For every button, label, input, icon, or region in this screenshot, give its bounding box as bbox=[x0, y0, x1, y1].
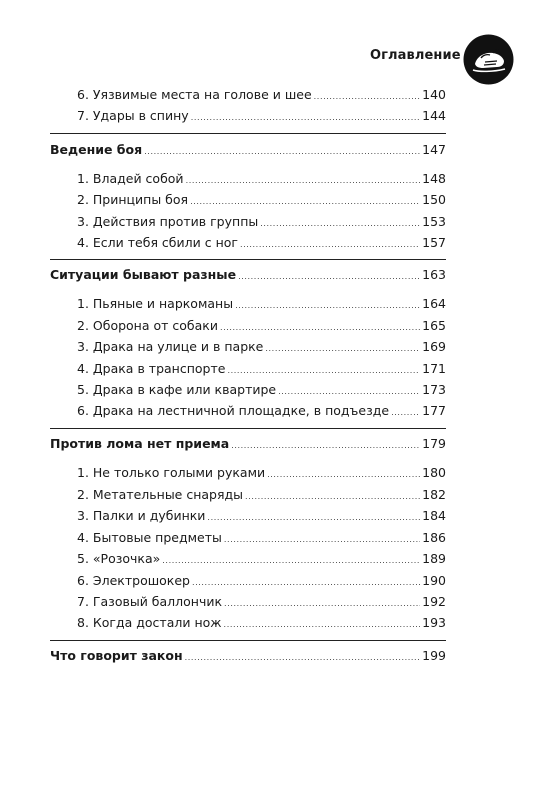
dot-leader bbox=[162, 551, 420, 571]
toc-entry[interactable]: 2. Принципы боя ..... 150 bbox=[50, 190, 446, 210]
toc-entry[interactable]: 2. Оборона от собаки ..... 165 bbox=[50, 316, 446, 336]
toc-entry[interactable]: 3. Палки и дубинки ..... 184 bbox=[50, 506, 446, 526]
section-divider bbox=[50, 428, 446, 429]
dot-leader bbox=[235, 296, 420, 316]
toc-entry[interactable]: 5. «Розочка» ..... 189 bbox=[50, 549, 446, 569]
dot-leader bbox=[224, 530, 420, 550]
dot-leader bbox=[144, 142, 420, 162]
toc-entry[interactable]: 4. Если тебя сбили с ног ..... 157 bbox=[50, 233, 446, 253]
toc-section[interactable]: Ситуации бывают разные ..... 163 bbox=[50, 265, 446, 285]
dot-leader bbox=[207, 508, 420, 528]
dot-leader bbox=[185, 648, 421, 668]
dot-leader bbox=[231, 436, 420, 456]
toc-entry[interactable]: 4. Бытовые предметы ..... 186 bbox=[50, 528, 446, 548]
dot-leader bbox=[227, 361, 420, 381]
dot-leader bbox=[265, 339, 420, 359]
fist-logo-icon bbox=[463, 34, 514, 85]
dot-leader bbox=[224, 615, 421, 635]
toc-entry[interactable]: 8. Когда достали нож ..... 193 bbox=[50, 613, 446, 633]
toc-entry[interactable]: 5. Драка в кафе или квартире ..... 173 bbox=[50, 380, 446, 400]
dot-leader bbox=[278, 382, 420, 402]
dot-leader bbox=[260, 214, 420, 234]
section-divider bbox=[50, 640, 446, 641]
dot-leader bbox=[391, 403, 420, 423]
section-divider bbox=[50, 133, 446, 134]
toc-entry[interactable]: 2. Метательные снаряды ..... 182 bbox=[50, 485, 446, 505]
toc-section[interactable]: Ведение боя ..... 147 bbox=[50, 140, 446, 160]
toc-entry[interactable]: 4. Драка в транспорте ..... 171 bbox=[50, 359, 446, 379]
toc-entry[interactable]: 3. Действия против группы ..... 153 bbox=[50, 212, 446, 232]
dot-leader bbox=[245, 487, 420, 507]
dot-leader bbox=[190, 192, 420, 212]
section-divider bbox=[50, 259, 446, 260]
toc-entry[interactable]: 7. Удары в спину ..... 144 bbox=[50, 106, 446, 126]
toc-entry[interactable]: 6. Электрошокер ..... 190 bbox=[50, 571, 446, 591]
dot-leader bbox=[192, 573, 420, 593]
dot-leader bbox=[191, 108, 420, 128]
toc-section[interactable]: Что говорит закон ..... 199 bbox=[50, 646, 446, 666]
toc-entry[interactable]: 7. Газовый баллончик ..... 192 bbox=[50, 592, 446, 612]
toc-section[interactable]: Против лома нет приема ..... 179 bbox=[50, 434, 446, 454]
dot-leader bbox=[238, 267, 420, 287]
toc-entry[interactable]: 3. Драка на улице и в парке ..... 169 bbox=[50, 337, 446, 357]
dot-leader bbox=[220, 318, 420, 338]
toc-entry[interactable]: 6. Драка на лестничной площадке, в подъезде ..... 177 bbox=[50, 401, 446, 421]
dot-leader bbox=[186, 171, 421, 191]
toc-entry[interactable]: 6. Уязвимые места на голове и шее ..... 140 bbox=[50, 85, 446, 105]
toc-entry[interactable]: 1. Владей собой ..... 148 bbox=[50, 169, 446, 189]
dot-leader bbox=[224, 594, 420, 614]
dot-leader bbox=[314, 87, 420, 107]
page-title: Оглавление bbox=[370, 48, 461, 63]
toc-entry[interactable]: 1. Не только голыми руками ..... 180 bbox=[50, 463, 446, 483]
dot-leader bbox=[267, 465, 420, 485]
dot-leader bbox=[240, 235, 420, 255]
toc-entry[interactable]: 1. Пьяные и наркоманы ..... 164 bbox=[50, 294, 446, 314]
